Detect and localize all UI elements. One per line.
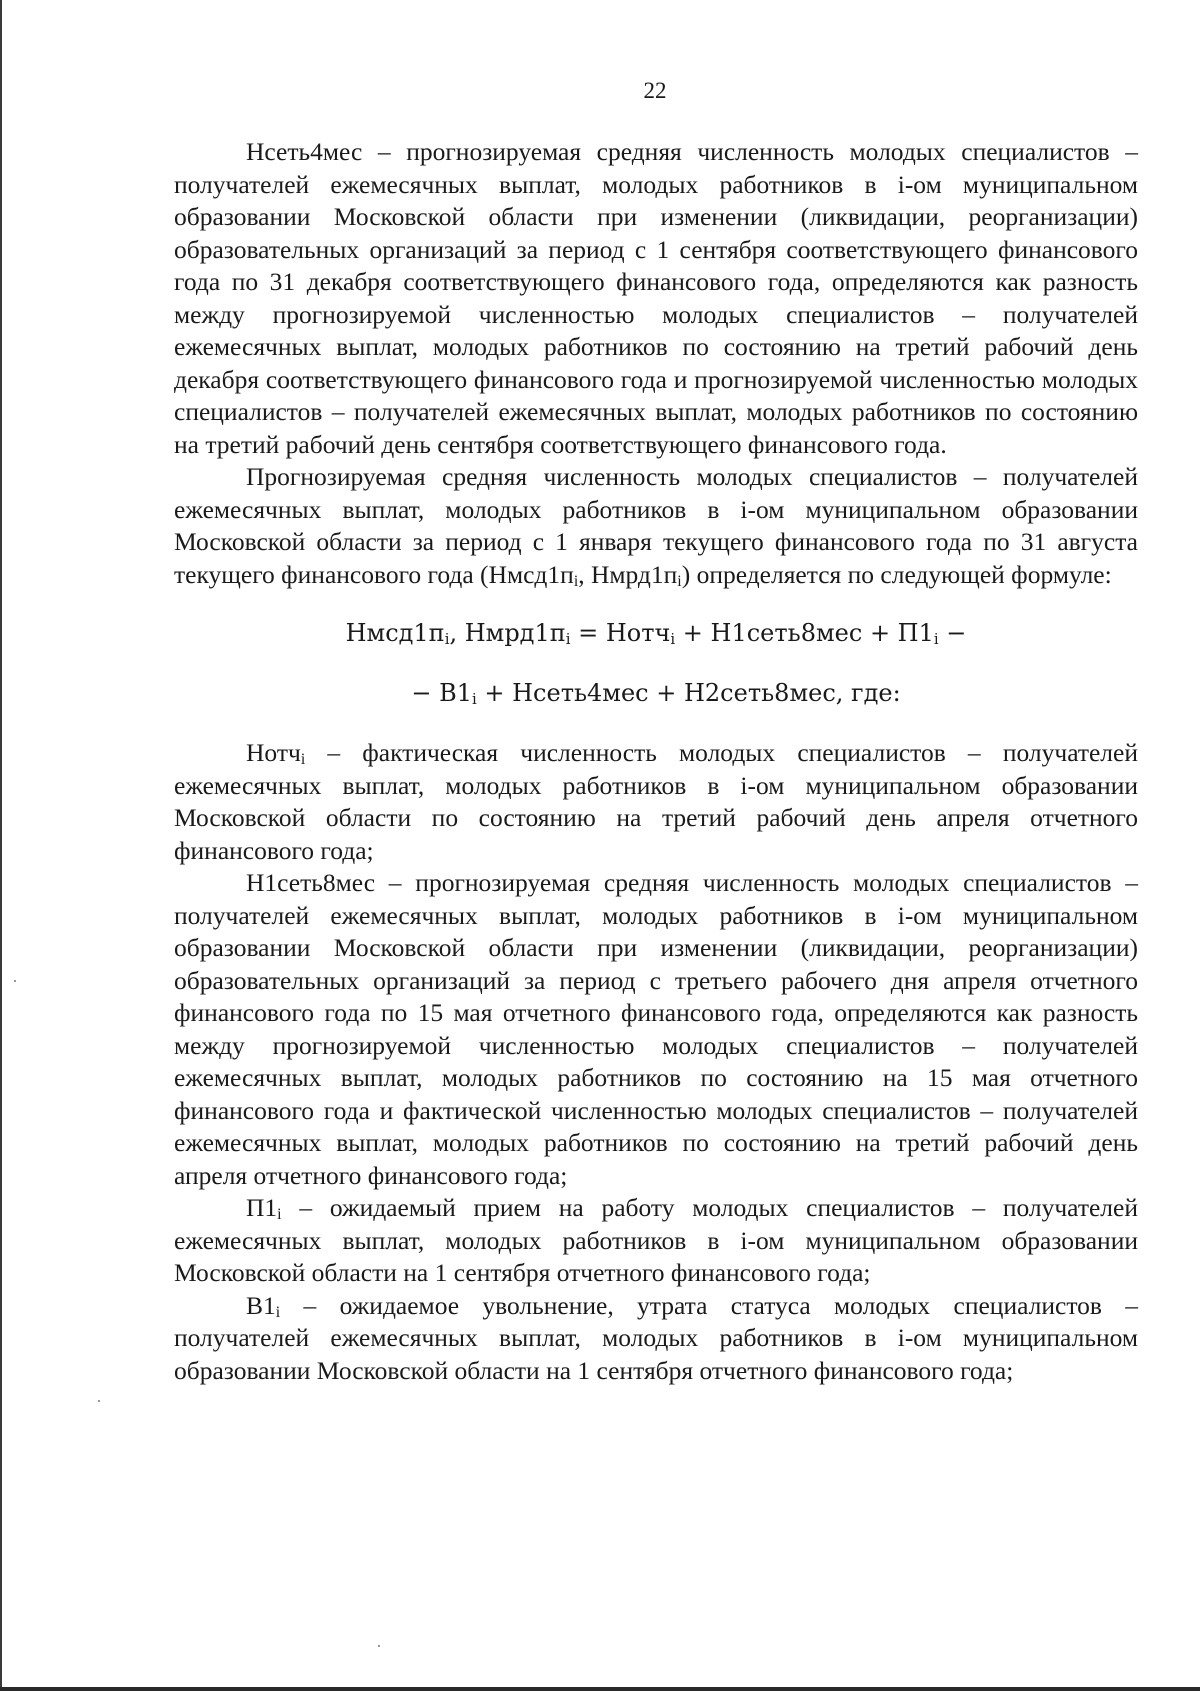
intro-var-nmrd: $Нмрд1п_i$	[590, 559, 682, 590]
definition-p1: $П1_i$ – ожидаемый прием на работу молодых специалистов – получателей ежемесячных выплат, молодых работников в i-ом муниципальном образовании Московской области на 1 сентября отчетного финансового года;	[174, 1193, 1138, 1287]
scan-speck	[98, 1400, 100, 1402]
definition-n1set8mes: Н1сеть8мес – прогнозируемая средняя численность молодых специалистов – получателей ежемесячных выплат, молодых работников в i-ом муниципальном образовании Московской области при изменении (ликвидации, реорганизации) образовательных организаций за период с третьего рабочего дня апреля отчетного финансового года по 15 мая отчетного финансового года, определяются как разность между прогнозируемой численностью молодых специалистов – получателей ежемесячных выплат, молодых работников по состоянию на 15 мая отчетного финансового года и фактической численностью молодых специалистов – получателей ежемесячных выплат, молодых работников по состоянию на третий рабочий день апреля отчетного финансового года;	[174, 868, 1138, 1190]
intro-var-nmsd: $Нмсд1п_i$	[488, 559, 579, 590]
definition-notch: Нотч$_i$ – фактическая численность молодых специалистов – получателей ежемесячных выплат, молодых работников в i-ом муниципальном образовании Московской области по состоянию на третий рабочий день апреля отчетного финансового года;	[174, 738, 1138, 865]
page-number: 22	[643, 78, 667, 103]
scan-left-edge	[0, 0, 2, 1691]
intro-tail: определяется по следующей формуле:	[690, 559, 1112, 589]
term-v1: В1	[246, 1290, 276, 1320]
definition-v1: $В1_i$ – ожидаемое увольнение, утрата статуса молодых специалистов – получателей ежемесячных выплат, молодых работников в i-ом муниципальном образовании Московской области на 1 сентября отчетного финансового года;	[174, 1290, 1138, 1385]
paragraph-intro: Прогнозируемая средняя численность молодых специалистов – получателей ежемесячных выплат, молодых работников в i-ом муниципальном образовании Московской области за период с 1 января текущего финансового года по 31 августа текущего финансового года ($Нмсд1п_i$, $Нмрд1п_i$) определяется по следующей формуле:	[174, 462, 1138, 590]
formula-line-1: $Нмсд1п_i$, $Нмрд1п_i$ = Нотч$_i$ + Н1сеть8мес + $П1_i$ −	[345, 619, 967, 648]
scan-speck	[14, 980, 16, 982]
paragraph-nset4mes: Нсеть4мес – прогнозируемая средняя численность молодых специалистов – получателей ежемесячных выплат, молодых работников в i-ом муниципальном образовании Московской области при изменении (ликвидации, реорганизации) образовательных организаций за период с 1 сентября соответствующего финансового года по 31 декабря соответствующего финансового года, определяются как разность между прогнозируемой численностью молодых специалистов – получателей ежемесячных выплат, молодых работников по состоянию на третий рабочий день декабря соответствующего финансового года и прогнозируемой численностью молодых специалистов – получателей ежемесячных выплат, молодых работников по состоянию на третий рабочий день сентября соответствующего финансового года.	[174, 137, 1138, 459]
scan-bottom-edge	[0, 1687, 1200, 1691]
intro-text: Прогнозируемая средняя численность молодых специалистов – получателей ежемесячных выплат, молодых работников в i-ом муниципальном образовании Московской области за период с 1 января текущего финансового года по 31 августа текущего финансового года (	[174, 462, 1138, 589]
formula-line-2: − $В1_i$ + Нсеть4мес + Н2сеть8мес, где:	[411, 679, 901, 708]
term-p1: П1	[246, 1193, 278, 1222]
scan-speck	[378, 1645, 380, 1647]
document-body	[174, 136, 1138, 1387]
term-notch: Нотч	[246, 738, 301, 767]
